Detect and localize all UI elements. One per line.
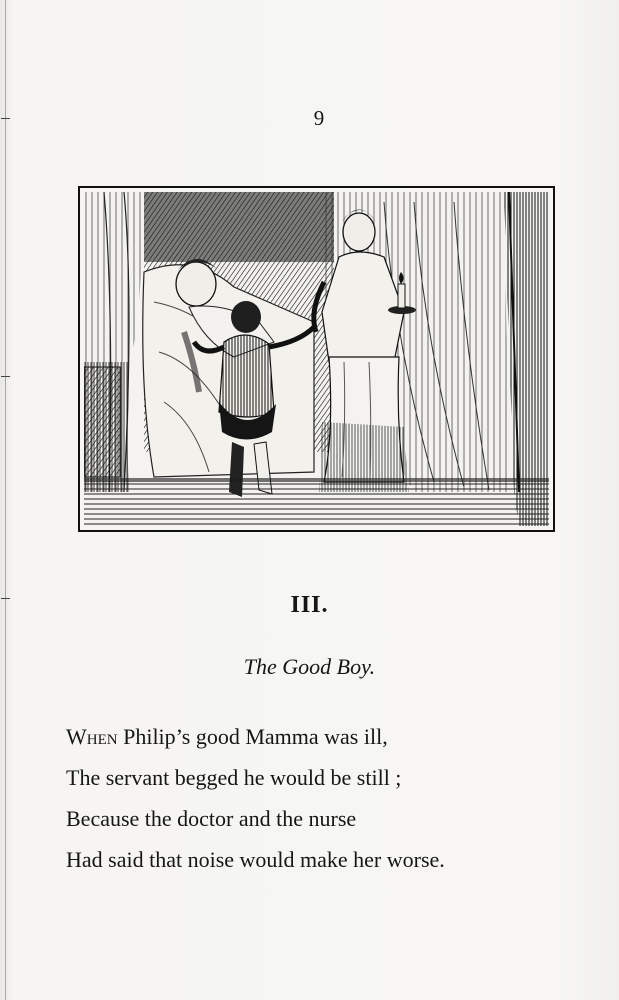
chapter-number: III. — [290, 592, 329, 618]
spine-edge — [5, 0, 6, 1000]
floor — [84, 482, 549, 526]
poem-first-word: When — [66, 724, 118, 749]
boy-head — [231, 301, 261, 333]
poem-first-line-rest: Philip’s good Mamma was ill, — [117, 724, 388, 749]
mother-head — [176, 262, 216, 306]
poem-line: Had said that noise would make her worse. — [66, 847, 445, 872]
boy-tunic — [219, 335, 274, 417]
poem-stanza — [66, 716, 586, 880]
poem-line: Because the doctor and the nurse — [66, 806, 357, 831]
nurse-head — [343, 213, 375, 251]
poem-line — [66, 716, 586, 757]
engraving-illustration — [84, 192, 549, 526]
chapter-title: The Good Boy. — [243, 654, 376, 679]
illustration-frame — [78, 186, 555, 532]
page-number: 9 — [313, 106, 325, 130]
chair — [84, 367, 120, 477]
binding-stitch — [1, 376, 10, 377]
poem-line: The servant begged he would be still ; — [66, 765, 402, 790]
